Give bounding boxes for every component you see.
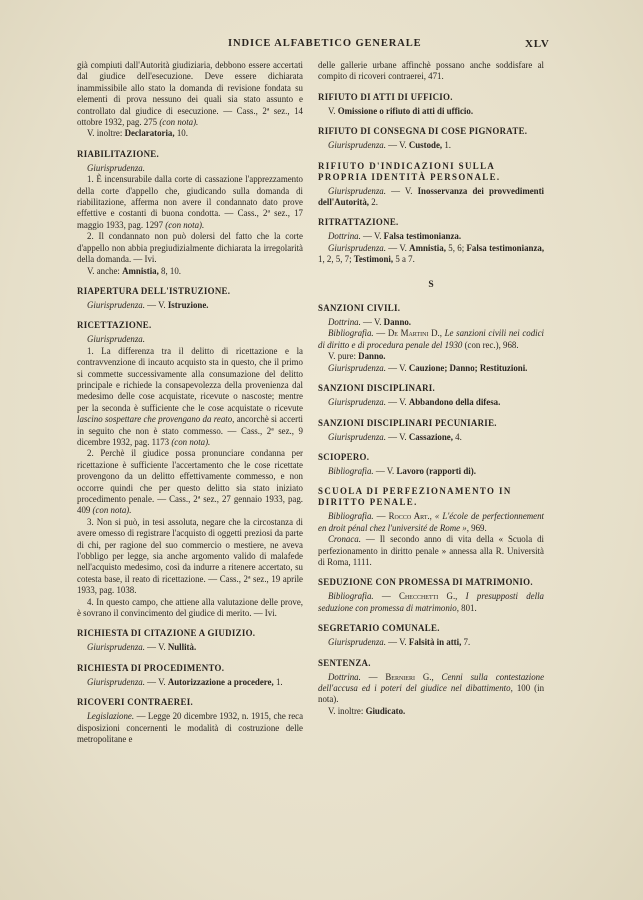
cross-reference: Giurisprudenza. — V. Amnistia, 5, 6; Falsa testimonianza, 1, 2, 5, 7; Testimoni, 5 a 7. [318,242,545,265]
paragraph: 3. Non si può, in tesi assoluta, negare che la circostanza di avere omesso di registrare l'acquisto di oggetti preziosi da parte di chi, per ragione del suo commercio o mestiere, ne aveva l'obbligo per legge, sia anche argomento valido di malafede nell'acquisto medesimo, così da indurre a ritenere accertato, su cotesta base, il reato di ricettazione. — Cass., 2ª sez., 19 aprile 1933, pag. 1038. [77,516,303,596]
entry-heading-seduzione: SEDUZIONE CON PROMESSA DI MATRIMONIO. [318,577,533,588]
cross-reference: Giurisprudenza. — V. Falsità in atti, 7. [328,637,471,648]
entry-heading-scuola: SCUOLA DI PERFEZIONAMENTO IN DIRITTO PENALE. [318,486,512,508]
subheading: Giurisprudenza. [87,334,145,345]
entry-heading-rifiuto-atti: RIFIUTO DI ATTI DI UFFICIO. [318,91,453,102]
chronicle-entry: Cronaca. — Il secondo anno di vita della « Scuola di perfezionamento in diritto penale » annessa alla R. Università di Roma, 1111. [318,534,544,567]
entry-heading-sciopero: SCIOPERO. [318,451,370,462]
bibliography-entry: Bibliografia. — Checchetti G., I presupposti della seduzione con promessa di matrimonio, 801. [318,591,544,613]
entry-heading-riapertura: RIAPERTURA DELL'ISTRUZIONE. [77,285,231,296]
entry-heading-sanzioni-pecuniarie: SANZIONI DISCIPLINARI PECUNIARIE. [318,417,497,428]
entry-continuation: già compiuti dall'Autorità giudiziaria, debbono essere accertati dal giudice dell'esecuzione. Deve essere dichiarata inammissibile allo stato la domanda di revisione fondata su elementi di prova nessuno dei quali sia stato assunto e controllato dal giudice di esecuzione. — Cass., 2ª sez., 14 ottobre 1932, pag. 275 (con nota). [77,60,303,128]
cross-reference: Dottrina. — V. Falsa testimonianza. [328,231,462,242]
paragraph: 2. Il condannato non può dolersi del fatto che la corte d'appello non abbia pregiudizialmente dichiarata la irregolarità della domanda. — Ivi. [77,231,303,265]
entry-heading-segretario: SEGRETARIO COMUNALE. [318,623,440,634]
entry-heading-ricettazione: RICETTAZIONE. [77,320,152,331]
paragraph: 4. In questo campo, che attiene alla valutazione delle prove, è sovrano il convincimento del giudice di merito. — Ivi. [77,596,303,619]
subheading: Giurisprudenza. [87,162,145,173]
bibliography-entry: Bibliografia. — De Martini D., Le sanzioni civili nei codici di diritto e di procedura penale del 1930 (con rec.), 968. [318,328,545,350]
see-also: V. pure: Danno. [328,351,386,362]
running-header [0,38,643,52]
entry-heading-ritrattazione: RITRATTAZIONE. [318,217,399,228]
page-number: XLV [525,38,550,50]
see-also: V. inoltre: Declaratoria, 10. [87,128,188,139]
bibliography-entry: Bibliografia. — Rocco Art., « L'école de perfectionnement en droit pénal chez l'université de Rome », 969. [318,511,545,533]
cross-reference: Giurisprudenza. — V. Nullità. [87,642,197,653]
cross-reference: Giurisprudenza. — V. Autorizzazione a procedere, 1. [87,676,283,687]
paragraph: 2. Perchè il giudice possa pronunciare condanna per ricettazione è sufficiente l'accertamento che le cose ricettate provengono da un delitto effettivamente commesso, e non occorre quindi che per questo delitto sia stato iniziato procedimento penale. — Cass., 2ª sez., 27 gennaio 1933, pag. 409 (con nota). [77,448,303,516]
entry-heading-richiesta-citazione: RICHIESTA DI CITAZIONE A GIUDIZIO. [77,628,256,639]
entry-heading-richiesta-procedimento: RICHIESTA DI PROCEDIMENTO. [77,662,225,673]
left-column [77,60,303,746]
cross-reference: Giurisprudenza. — V. Cauzione; Danno; Restituzioni. [328,362,528,373]
entry-heading-rifiuto-indicazioni: RIFIUTO D'INDICAZIONI SULLA PROPRIA IDENTITÀ PERSONALE. [318,160,501,182]
header-title: INDICE ALFABETICO GENERALE [228,38,422,49]
right-column [318,60,544,717]
section-letter: S [428,279,434,290]
see-also: V. anche: Amnistia, 8, 10. [87,265,182,276]
cross-reference: V. Omissione o rifiuto di atti di ufficio. [328,105,474,116]
cross-reference: Giurisprudenza. — V. Istruzione. [87,299,209,310]
see-also: V. inoltre: Giudicato. [328,705,406,716]
paragraph: 1. La differenza tra il delitto di ricettazione e la contravvenzione di incauto acquisto sta in questo, che il primo si commette successivamente alla consumazione del delitto principale e richiede la consapevolezza della provenienza dal medesimo delle cose acquistate, ricevute o nascoste; mentre per la seconda è sufficiente che le cose acquistate o ricevute lascino sospettare che provengano da reato, ancorchè si accerti in seguito che non è stato commesso. — Cass., 2ª sez., 9 dicembre 1932, pag. 1173 (con nota). [77,345,304,447]
cross-reference: Giurisprudenza. — V. Inosservanza dei provvedimenti dell'Autorità, 2. [318,185,545,208]
entry-heading-rifiuto-consegna: RIFIUTO DI CONSEGNA DI COSE PIGNORATE. [318,126,528,137]
cross-reference: Giurisprudenza. — V. Custode, 1. [328,140,451,151]
paragraph: 1. È incensurabile dalla corte di cassazione l'apprezzamento della corte d'appello che, giudicando sulla domanda di riabilitazione, afferma non avere il condannato dato prove effettive e costanti di buona condotta. — Cass., 2ª sez., 17 maggio 1933, pag. 1297 (con nota). [77,174,303,230]
cross-reference: Dottrina. — V. Danno. [328,317,412,328]
cross-reference: Bibliografia. — V. Lavoro (rapporti di). [328,465,476,476]
entry-continuation: delle gallerie urbane affinchè possano anche soddisfare al compito di ricoveri contraerei, 471. [318,60,544,82]
bibliography-entry: Dottrina. — Bernieri G., Cenni sulla contestazione dell'accusa ed i poteri del giudice nel dibattimento, 100 (in nota). [318,671,545,705]
entry-heading-sanzioni-disciplinari: SANZIONI DISCIPLINARI. [318,383,436,394]
entry-heading-sentenza: SENTENZA. [318,657,371,668]
cross-reference: Giurisprudenza. — V. Cassazione, 4. [328,431,462,442]
entry-heading-sanzioni-civili: SANZIONI CIVILI. [318,303,401,314]
paragraph: Legislazione. — Legge 20 dicembre 1932, n. 1915, che reca disposizioni concernenti le modalità di costruzione delle metropolitane e [77,711,304,745]
cross-reference: Giurisprudenza. — V. Abbandono della difesa. [328,397,501,408]
entry-heading-ricoveri: RICOVERI CONTRAEREI. [77,697,193,708]
entry-heading-riabilitazione: RIABILITAZIONE. [77,148,160,159]
